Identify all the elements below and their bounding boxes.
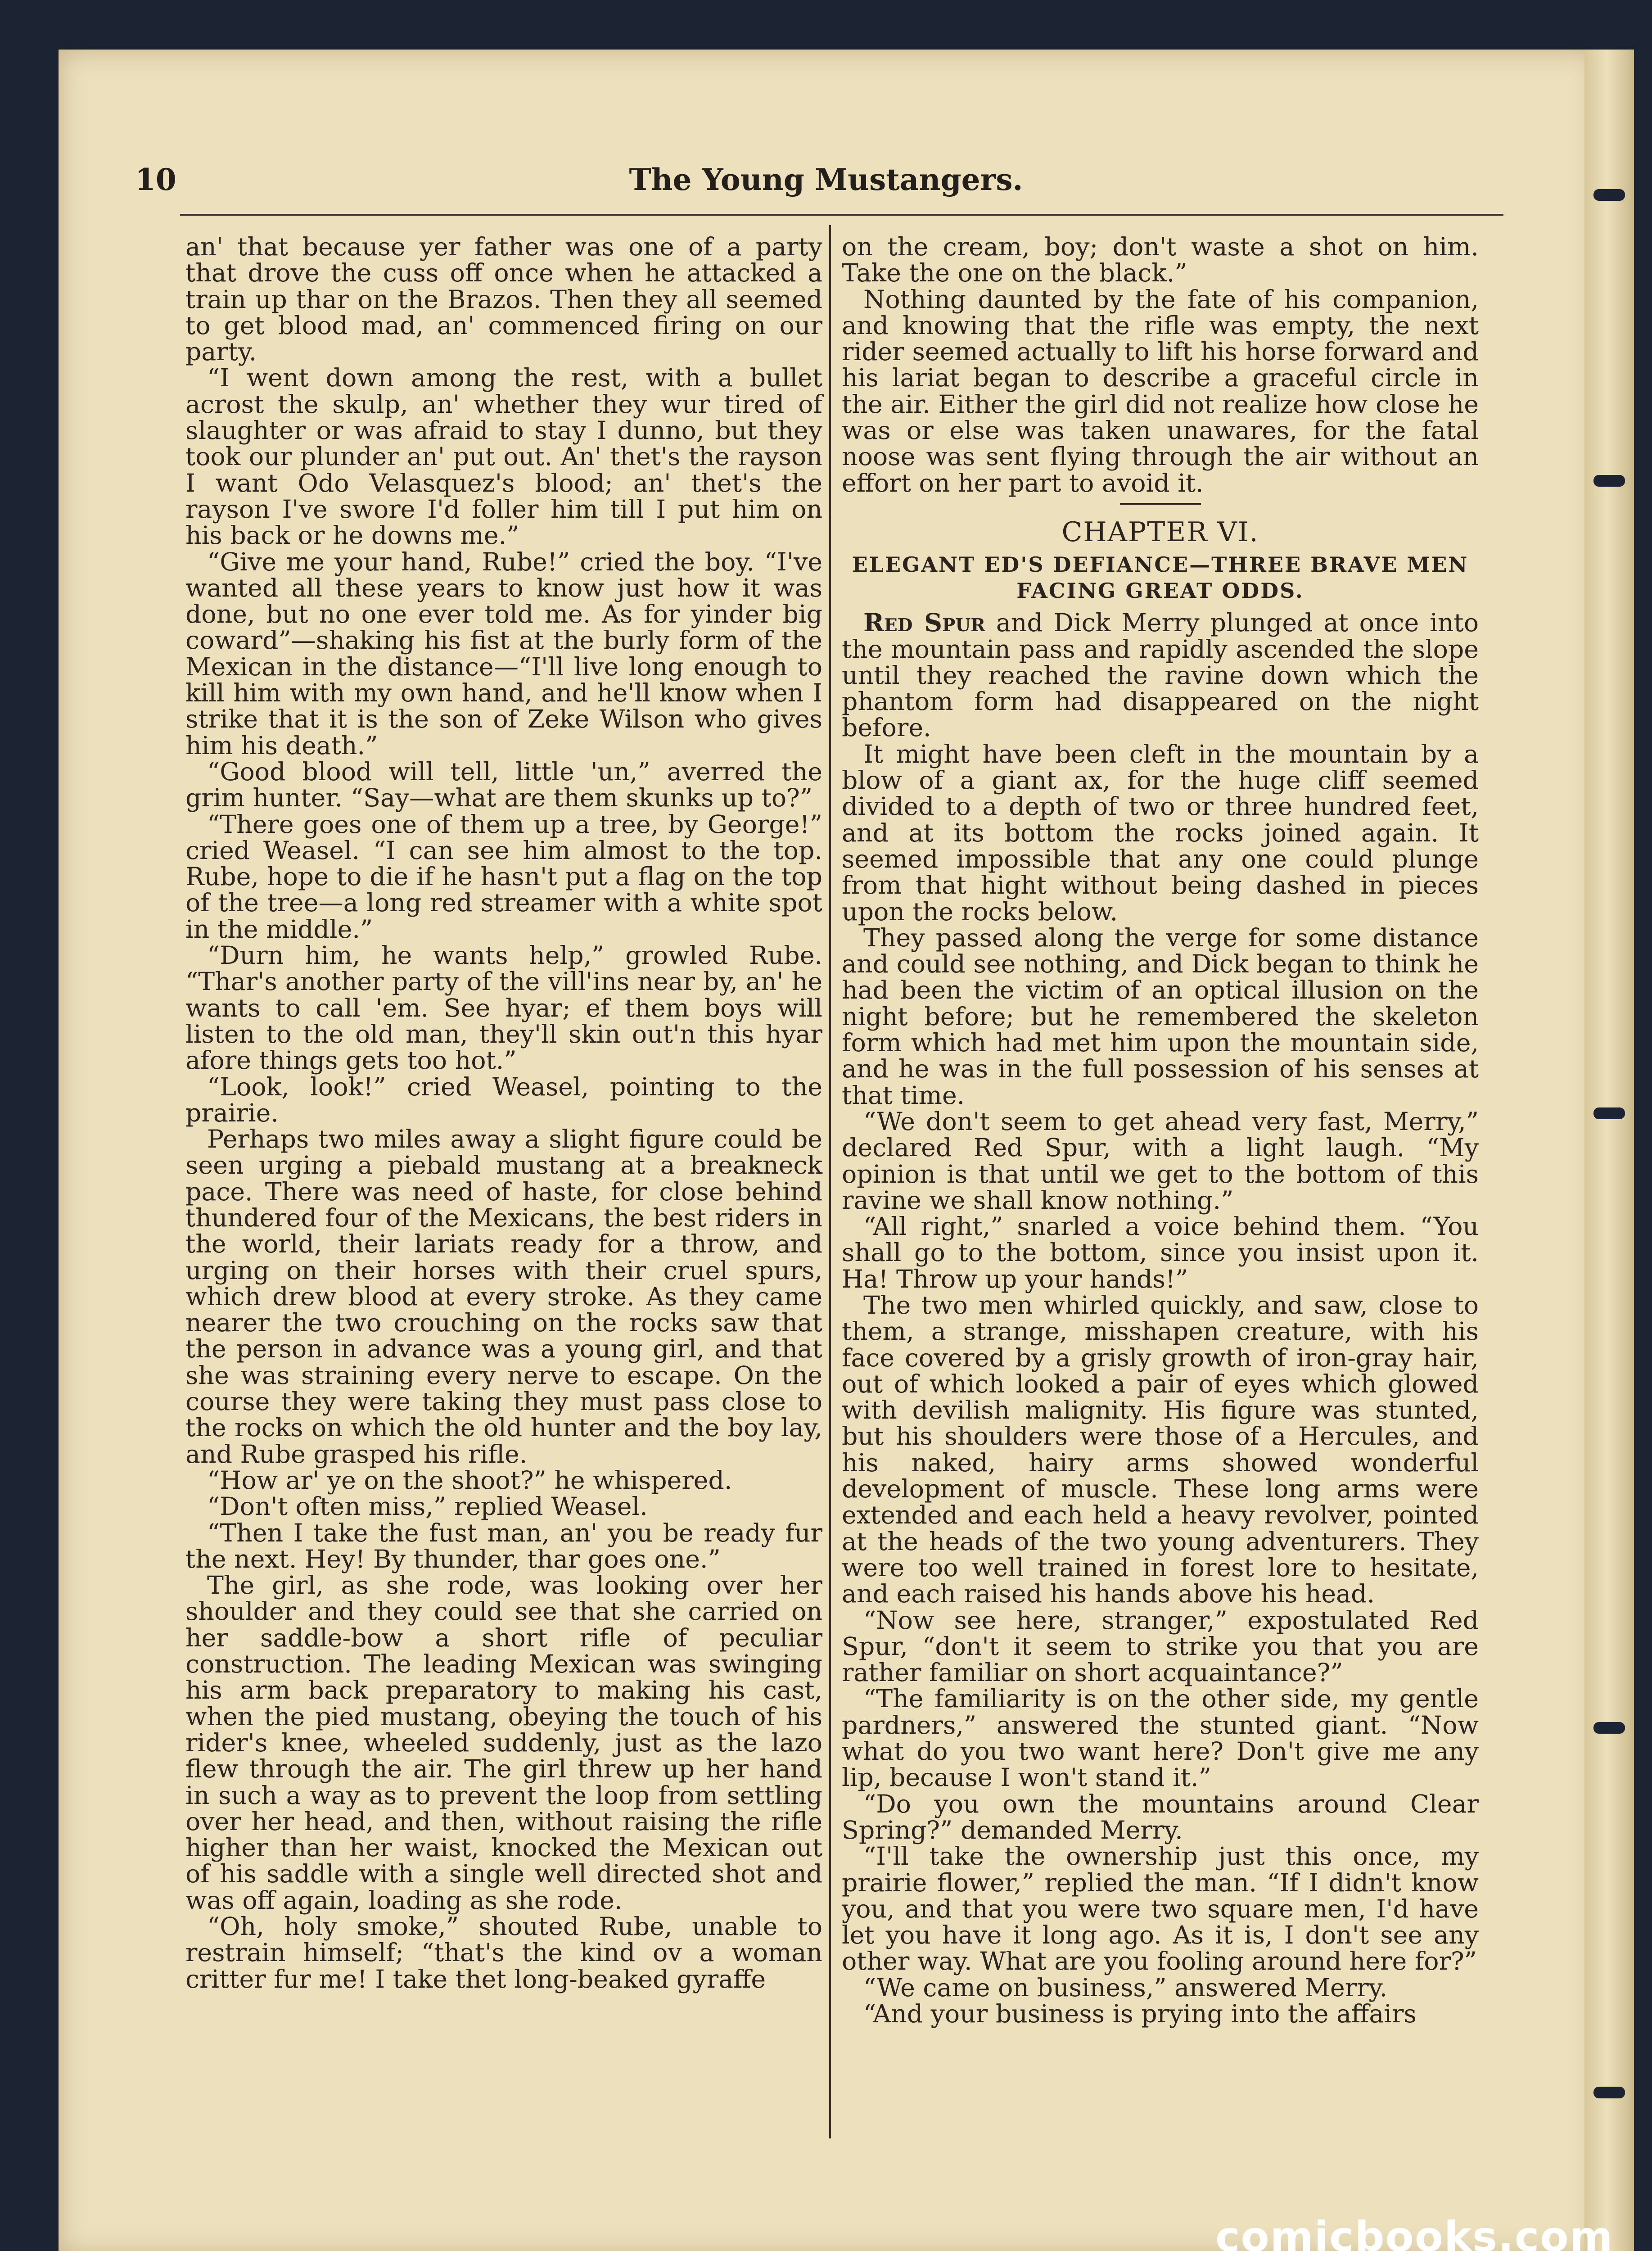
paragraph: “We don't seem to get ahead very fast, Merry,” declared Red Spur, with a light laugh. “My opinion is that until we get to the bottom of this ravine we shall know nothing.”: [842, 1107, 1479, 1215]
paragraph: They passed along the verge for some distance and could see nothing, and Dick began to think he had been the victim of an optical illusion on the night before; but he remembered the skeleton form which had met him upon the mountain side, and he was in the full possession of his senses at that time.: [842, 923, 1479, 1110]
header-rule: [180, 214, 1503, 216]
paragraph: “I'll take the ownership just this once, my prairie flower,” replied the man. “If I didn't know you, and that you were two square men, I'd have let you have it long ago. As it is, I don't see any other way. What are you fooling around here for?”: [842, 1842, 1479, 1976]
staple-mark: [1593, 189, 1625, 201]
paragraph: The two men whirled quickly, and saw, close to them, a strange, misshapen creature, with his face covered by a grisly growth of iron-gray hair, out of which looked a pair of eyes which glowed with devilish malignity. His figure was stunted, but his shoulders were those of a Hercules, and his naked, hairy arms showed wonderful development of muscle. These long arms were extended and each held a heavy revolver, pointed at the heads of the two young adventurers. They were too well trained in forest lore to hesitate, and each raised his hands above his head.: [842, 1291, 1479, 1609]
chapter-lead-words: Red Spur: [863, 608, 985, 638]
right-column: [842, 234, 1479, 2027]
paragraph: “We came on business,” answered Merry.: [863, 1973, 1388, 2002]
paragraph: “Don't often miss,” replied Weasel.: [207, 1492, 648, 1522]
staple-mark: [1593, 475, 1625, 487]
running-title: The Young Mustangers.: [629, 162, 1023, 197]
paragraph: “Now see here, stranger,” expostulated Red Spur, “don't it seem to strike you that you are rather familiar on short acquaintance?”: [842, 1606, 1479, 1688]
chapter-opening-paragraph: [842, 610, 1479, 741]
left-column: [185, 234, 822, 1993]
page-header: [135, 162, 1517, 203]
paragraph: “Good blood will tell, little 'un,” averred the grim hunter. “Say—what are them skunks up to?”: [185, 757, 822, 813]
paragraph: “Durn him, he wants help,” growled Rube. “Thar's another party of the vill'ins near by, an' he wants to call 'em. See hyar; ef them boys will listen to the old man, they'll skin out'n this hyar afore things gets too hot.”: [185, 941, 822, 1076]
paragraph: “Give me your hand, Rube!” cried the boy. “I've wanted all these years to know just how it was done, but no one ever told me. As for yinder big coward”—shaking his fist at the burly form of the Mexican in the distance—“I'll live long enough to kill him with my own hand, and he'll know when I strike that it is the son of Zeke Wilson who gives him his death.”: [185, 547, 822, 760]
page-number: 10: [135, 162, 176, 197]
paragraph: “Oh, holy smoke,” shouted Rube, unable to restrain himself; “that's the kind ov a woman critter fur me! I take thet long-beaked gyraffe: [185, 1912, 822, 1994]
staple-mark: [1593, 1722, 1625, 1734]
paragraph: an' that because yer father was one of a party that drove the cuss off once when he attacked a train up thar on the Brazos. Then they all seemed to get blood mad, an' commenced firing on our party.: [185, 233, 822, 367]
paragraph: It might have been cleft in the mountain by a blow of a giant ax, for the huge cliff seemed divided to a depth of two or three hundred feet, and at its bottom the rocks joined again. It seemed impossible that any one could plunge from that hight without being dashed in pieces upon the rocks below.: [842, 740, 1479, 927]
chapter-opening-text: and Dick Merry plunged at once into the mountain pass and rapidly ascended the slope until they reached the ravine down which the phantom form had disappeared on the night before.: [842, 609, 1479, 743]
paragraph: “There goes one of them up a tree, by George!” cried Weasel. “I can see him almost to the top. Rube, hope to die if he hasn't put a flag on the top of the tree—a long red streamer with a white spot in the middle.”: [185, 810, 822, 944]
paragraph: “I went down among the rest, with a bullet acrost the skulp, an' whether they wur tired of slaughter or was afraid to stay I dunno, but they took our plunder an' put out. An' thet's the rayson I want Odo Velasquez's blood; an' thet's the rayson I've swore I'd foller him till I put him on his back or he downs me.”: [185, 364, 822, 551]
paragraph: Nothing daunted by the fate of his companion, and knowing that the rifle was empty, the next rider seemed actually to lift his horse forward and his lariat began to describe a graceful circle in the air. Either the girl did not realize how close he was or else was taken unawares, for the fatal noose was sent flying through the air without an effort on her part to avoid it.: [842, 285, 1479, 498]
paragraph: “The familiarity is on the other side, my gentle pardners,” answered the stunted giant. “Now what do you two want here? Don't give me any lip, because I won't stand it.”: [842, 1685, 1479, 1793]
paragraph: on the cream, boy; don't waste a shot on him. Take the one on the black.”: [842, 233, 1479, 288]
staple-mark: [1593, 2087, 1625, 2098]
section-separator: [1120, 503, 1201, 505]
staple-mark: [1593, 1107, 1625, 1119]
paragraph: “Then I take the fust man, an' you be ready fur the next. Hey! By thunder, thar goes one.”: [185, 1519, 822, 1574]
paragraph: “Do you own the mountains around Clear Spring?” demanded Merry.: [842, 1790, 1479, 1845]
paragraph: “And your business is prying into the affairs: [863, 2000, 1417, 2029]
paragraph: Perhaps two miles away a slight figure could be seen urging a piebald mustang at a breakneck pace. There was need of haste, for close behind thundered four of the Mexicans, the best riders in the world, their lariats ready for a throw, and urging on their horses with their cruel spurs, which drew blood at every stroke. As they came nearer the two crouching on the rocks saw that the person in advance was a young girl, and that she was straining every nerve to escape. On the course they were taking they must pass close to the rocks on which the old hunter and the boy lay, and Rube grasped his rifle.: [185, 1125, 822, 1469]
watermark: comicbooks.com: [1215, 2213, 1614, 2251]
paragraph: “All right,” snarled a voice behind them. “You shall go to the bottom, since you insist upon it. Ha! Throw up your hands!”: [842, 1212, 1479, 1294]
paragraph: “How ar' ye on the shoot?” he whispered.: [207, 1466, 732, 1495]
chapter-subtitle: ELEGANT ED'S DEFIANCE—THREE BRAVE MEN FACING GREAT ODDS.: [852, 552, 1469, 603]
page-spine: [1584, 50, 1634, 2251]
paragraph: “Look, look!” cried Weasel, pointing to the prairie.: [185, 1072, 822, 1128]
column-divider: [829, 225, 831, 2138]
paragraph: The girl, as she rode, was looking over her shoulder and they could see that she carried on her saddle-bow a short rifle of peculiar construction. The leading Mexican was swinging his arm back preparatory to making his cast, when the pied mustang, obeying the touch of his rider's knee, wheeled suddenly, just as the lazo flew through the air. The girl threw up her hand in such a way as to prevent the loop from settling over her head, and then, without raising the rifle higher than her waist, knocked the Mexican out of his saddle with a single well directed shot and was off again, loading as she rode.: [185, 1571, 822, 1915]
chapter-title: CHAPTER VI.: [1061, 516, 1259, 548]
